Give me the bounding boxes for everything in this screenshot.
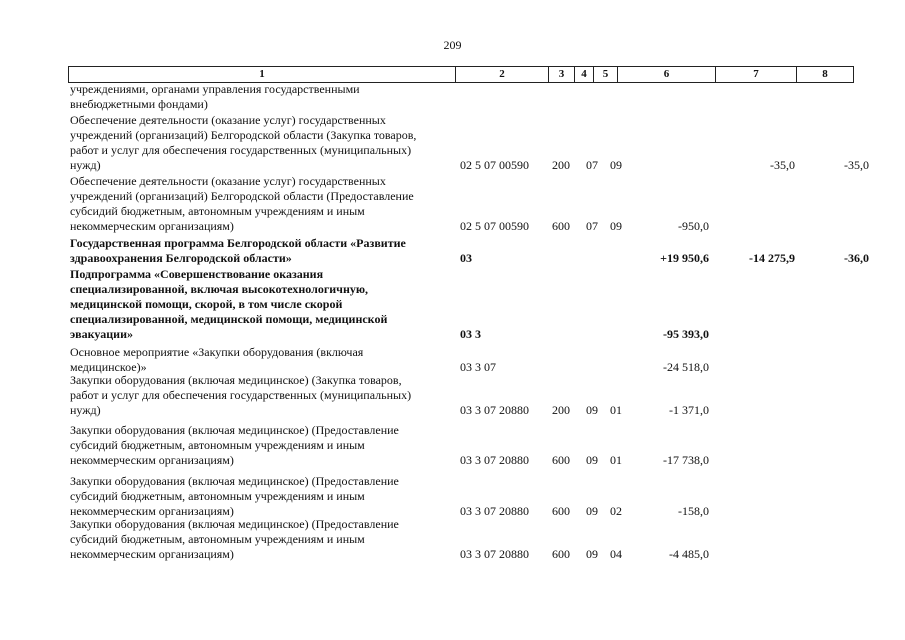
row-description-line: Закупки оборудования (включая медицинское) (Предоставление xyxy=(70,474,399,488)
row-amount-col6: -158,0 xyxy=(678,504,709,518)
header-col-5: 5 xyxy=(593,66,618,83)
row-expense-type: 600 xyxy=(552,453,570,467)
row-description-line: специализированной, включая высокотехнологичную, xyxy=(70,282,369,296)
row-description-line: работ и услуг для обеспечения государственных (муниципальных) xyxy=(70,388,412,402)
row-code: 03 3 07 20880 xyxy=(460,504,529,518)
row-section: 09 xyxy=(586,504,598,518)
row-expense-type: 600 xyxy=(552,504,570,518)
row-subsection: 04 xyxy=(610,547,622,561)
row-subsection: 09 xyxy=(610,219,622,233)
row-description-line: учреждений (организаций) Белгородской области (Предоставление xyxy=(70,189,414,203)
row-description-line: эвакуации» xyxy=(70,327,133,341)
row-description-line: субсидий бюджетным, автономным учреждениям и иным xyxy=(70,489,365,503)
row-code: 03 3 07 xyxy=(460,360,496,374)
row-description-line: Закупки оборудования (включая медицинское) (Предоставление xyxy=(70,423,399,437)
row-amount-col6: -4 485,0 xyxy=(669,547,709,561)
row-description-line: некоммерческим организациям) xyxy=(70,219,234,233)
row-description-line: нужд) xyxy=(70,158,101,172)
row-code: 02 5 07 00590 xyxy=(460,158,529,172)
row-description-line: специализированной, медицинской помощи, медицинской xyxy=(70,312,388,326)
row-description-line: учреждений (организаций) Белгородской области (Закупка товаров, xyxy=(70,128,417,142)
row-amount-col7: -35,0 xyxy=(770,158,795,172)
row-subsection: 01 xyxy=(610,403,622,417)
header-col-6: 6 xyxy=(617,66,716,83)
header-col-7: 7 xyxy=(715,66,797,83)
row-description-line: субсидий бюджетным, автономным учреждениям и иным xyxy=(70,532,365,546)
row-description-line: работ и услуг для обеспечения государственных (муниципальных) xyxy=(70,143,412,157)
row-amount-col6: -24 518,0 xyxy=(663,360,709,374)
row-section: 07 xyxy=(586,158,598,172)
row-expense-type: 600 xyxy=(552,547,570,561)
row-expense-type: 200 xyxy=(552,403,570,417)
row-description-line: учреждениями, органами управления государственными xyxy=(70,82,360,96)
row-description-line: Государственная программа Белгородской области «Развитие xyxy=(70,236,406,250)
row-amount-col6: -950,0 xyxy=(678,219,709,233)
row-description-line: субсидий бюджетным, автономным учреждениям и иным xyxy=(70,204,365,218)
row-code: 03 xyxy=(460,251,472,265)
row-description-line: медицинское)» xyxy=(70,360,147,374)
row-description-line: нужд) xyxy=(70,403,101,417)
row-code: 03 3 07 20880 xyxy=(460,403,529,417)
row-section: 09 xyxy=(586,403,598,417)
row-description-line: некоммерческим организациям) xyxy=(70,453,234,467)
row-section: 09 xyxy=(586,547,598,561)
row-section: 07 xyxy=(586,219,598,233)
row-description-line: Закупки оборудования (включая медицинское) (Предоставление xyxy=(70,517,399,531)
row-amount-col6: -17 738,0 xyxy=(663,453,709,467)
row-amount-col6: +19 950,6 xyxy=(660,251,709,265)
row-description-line: Обеспечение деятельности (оказание услуг) государственных xyxy=(70,174,386,188)
header-col-2: 2 xyxy=(455,66,549,83)
row-description-line: некоммерческим организациям) xyxy=(70,547,234,561)
header-col-4: 4 xyxy=(574,66,594,83)
table-header xyxy=(68,66,854,83)
row-description-line: Подпрограмма «Совершенствование оказания xyxy=(70,267,324,281)
row-amount-col8: -35,0 xyxy=(844,158,869,172)
row-subsection: 01 xyxy=(610,453,622,467)
row-amount-col7: -14 275,9 xyxy=(749,251,795,265)
row-code: 03 3 07 20880 xyxy=(460,547,529,561)
row-description-line: внебюджетными фондами) xyxy=(70,97,208,111)
row-subsection: 09 xyxy=(610,158,622,172)
row-description-line: субсидий бюджетным, автономным учреждениям и иным xyxy=(70,438,365,452)
row-amount-col8: -36,0 xyxy=(844,251,869,265)
header-col-3: 3 xyxy=(548,66,575,83)
row-code: 02 5 07 00590 xyxy=(460,219,529,233)
row-description-line: некоммерческим организациям) xyxy=(70,504,234,518)
row-description-line: Закупки оборудования (включая медицинское) (Закупка товаров, xyxy=(70,373,402,387)
row-description-line: медицинской помощи, скорой, в том числе скорой xyxy=(70,297,343,311)
row-section: 09 xyxy=(586,453,598,467)
row-amount-col6: -95 393,0 xyxy=(663,327,709,341)
header-col-8: 8 xyxy=(796,66,854,83)
row-description-line: здравоохранения Белгородской области» xyxy=(70,251,292,265)
row-description-line: Обеспечение деятельности (оказание услуг) государственных xyxy=(70,113,386,127)
row-expense-type: 600 xyxy=(552,219,570,233)
header-col-1: 1 xyxy=(68,66,456,83)
page-number: 209 xyxy=(443,38,462,52)
row-subsection: 02 xyxy=(610,504,622,518)
row-code: 03 3 xyxy=(460,327,481,341)
row-description-line: Основное мероприятие «Закупки оборудования (включая xyxy=(70,345,364,359)
row-code: 03 3 07 20880 xyxy=(460,453,529,467)
row-expense-type: 200 xyxy=(552,158,570,172)
row-amount-col6: -1 371,0 xyxy=(669,403,709,417)
